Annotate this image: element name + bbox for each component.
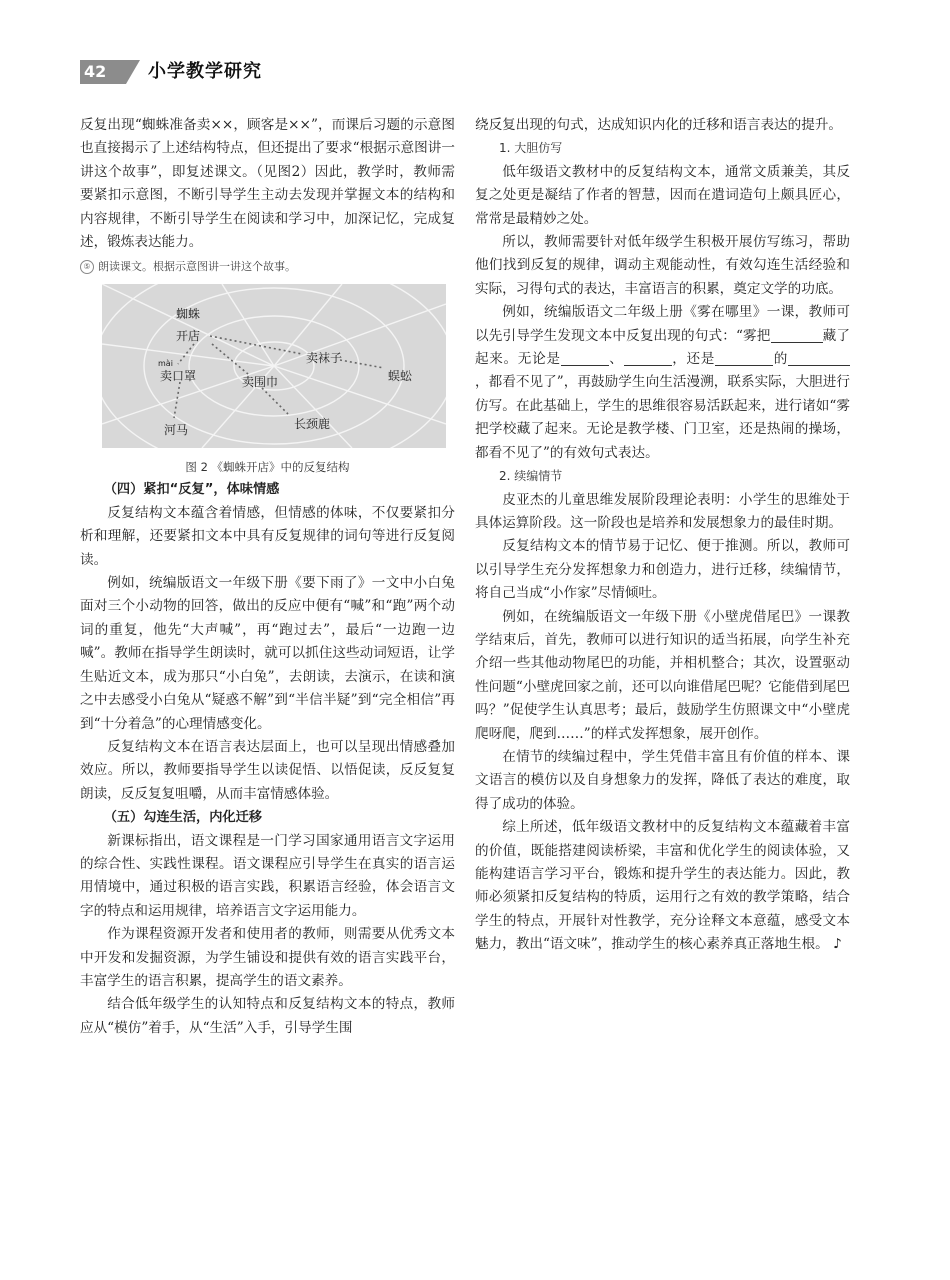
fill-blank	[788, 349, 850, 366]
fill-blank	[561, 349, 609, 366]
exercise-text: 朗读课文。根据示意图讲一讲这个故事。	[98, 260, 296, 274]
paragraph: 反复出现“蜘蛛准备卖××，顾客是××”，而课后习题的示意图也直接揭示了上述结构特点，但还提出了要求“根据示意图讲一讲这个故事”，即复述课文。（见图2）因此，教学时，教师需要紧扣示意图，不断引导学生主动去发现并掌握文本的结构和内容规律，不断引导学生在阅读和学习中，加深记忆，完成复述，锻炼表达能力。	[80, 117, 455, 251]
web-threads	[102, 284, 446, 448]
label-sell-scarf: 卖围巾	[242, 375, 279, 390]
page-header	[80, 58, 870, 88]
paragraph: 反复结构文本在语言表达层面上，也可以呈现出情感叠加效应。所以，教师要指导学生以读促悟、以悟促读，反反复复朗读，反反复复咀嚼，从而丰富情感体验。	[80, 738, 455, 802]
paragraph: 绕反复出现的句式，达成知识内化的迁移和语言表达的提升。	[475, 117, 843, 133]
fill-blank	[624, 349, 672, 366]
subsection-heading: 2. 续编情节	[499, 469, 563, 484]
text-run: 的	[773, 351, 789, 368]
section-heading: （四）紧扣“反复”，体味情感	[103, 482, 280, 498]
text-run: 例如，统编版语文二年级上册《雾在哪里》一课，教师可以先引导学生发现文本中反复出现的句式：“雾把	[475, 304, 850, 344]
section-heading: （五）勾连生活，内化迁移	[103, 810, 262, 826]
paragraph: 皮亚杰的儿童思维发展阶段理论表明：小学生的思维处于具体运算阶段。这一阶段也是培养和发展想象力的最佳时期。	[475, 491, 850, 531]
paragraph: 反复结构文本蕴含着情感，但情感的体味，不仅要紧扣分析和理解，还要紧扣文本中具有反复规律的词句等进行反复阅读。	[80, 504, 455, 568]
connector-lines	[174, 336, 384, 418]
figure-caption: 图 2 《蜘蛛开店》中的反复结构	[185, 460, 350, 475]
paragraph: 例如，统编版语文一年级下册《要下雨了》一文中小白兔面对三个小动物的回答，做出的反应中便有“喊”和“跑”两个动词的重复，他先“大声喊”，再“跑过去”，最后“一边跑一边喊”。教师在指导学生朗读时，就可以抓住这些动词短语，让学生贴近文本，成为那只“小白兔”，去朗读，去演示，在读和演之中去感受小白兔从“疑惑不解”到“半信半疑”到“完全相信”再到“十分着急”的心理情感变化。	[80, 575, 455, 732]
paragraph: 新课标指出，语文课程是一门学习国家通用语言文字运用的综合性、实践性课程。语文课程应引导学生在真实的语言运用情境中，通过积极的语言实践，积累语言经验，体会语言文字的特点和运用规律，培养语言文字运用能力。	[80, 832, 455, 919]
right-column	[475, 114, 850, 957]
page-number: 42	[80, 60, 126, 84]
paragraph: 在情节的续编过程中，学生凭借丰富且有价值的样本、课文语言的模仿以及自身想象力的发挥，降低了表达的难度，取得了成功的体验。	[475, 748, 850, 812]
label-giraffe: 长颈鹿	[294, 417, 331, 432]
end-mark-icon: ♪	[833, 936, 842, 953]
paragraph: 例如，在统编版语文一年级下册《小壁虎借尾巴》一课教学结束后，首先，教师可以进行知识的适当拓展，向学生补充介绍一些其他动物尾巴的功能，并相机整合；其次，设置驱动性问题“小壁虎回家之前，还可以向谁借尾巴呢？它能借到尾巴吗？”促使学生认真思考；最后，鼓励学生仿照课文中“小壁虎爬呀爬，爬到……”的样式发挥想象，展开创作。	[475, 608, 850, 742]
label-sell-socks: 卖袜子	[306, 351, 343, 366]
subsection-heading: 1. 大胆仿写	[499, 141, 563, 156]
text-run: 、	[608, 351, 624, 368]
text-run: 藏了起来。无论是	[475, 327, 851, 368]
paragraph: 所以，教师需要针对低年级学生积极开展仿写练习，帮助他们找到反复的规律，调动主观能动性，有效勾连生活经验和实际，习得句式的表达，丰富语言的积累，奠定文学的功底。	[475, 234, 850, 297]
paragraph-with-blanks	[475, 301, 850, 465]
paragraph: 结合低年级学生的认知特点和反复结构文本的特点，教师应从“模仿”着手，从“生活”入手，引导学生围	[80, 996, 455, 1036]
spiderweb-graphic	[102, 284, 446, 448]
text-run: ，还是	[671, 351, 716, 368]
label-hippo: 河马	[164, 423, 189, 438]
label-spider: 蜘蛛	[176, 307, 201, 322]
label-open-shop: 开店	[176, 329, 201, 344]
journal-name: 小学教学研究	[148, 61, 262, 82]
fill-blank	[771, 326, 823, 343]
page-number-tab	[126, 60, 140, 84]
label-sell-mask: 卖口罩	[160, 369, 197, 384]
paragraph: 反复结构文本的情节易于记忆、便于推测。所以，教师可以引导学生充分发挥想象力和创造力，进行迁移，续编情节，将自己当成“小作家”尽情倾吐。	[475, 538, 850, 602]
label-centipede: 蜈蚣	[388, 369, 413, 384]
paragraph: 低年级语文教材中的反复结构文本，通常文质兼美，其反复之处更是凝结了作者的智慧，因而在遣词造句上颇具匠心，常常是最精妙之处。	[475, 163, 850, 227]
text-run: 综上所述，低年级语文教材中的反复结构文本蕴藏着丰富的价值，既能搭建阅读桥梁，丰富和优化学生的阅读体验，又能构建语言学习平台，锻炼和提升学生的表达能力。因此，教师必须紧扣反复结构的特质，运用行之有效的教学策略，结合学生的特点，开展针对性教学，充分诠释文本意蕴，感受文本魅力，教出“语文味”，推动学生的核心素养真正落地生根。	[475, 819, 850, 953]
exercise-prompt	[80, 256, 455, 278]
diagram-labels	[158, 306, 412, 437]
text-run: ，都看不见了”，再鼓励学生向生活漫溯，联系实际，大胆进行仿写。在此基础上，学生的思维很容易活跃起来，进行诸如“雾把学校藏了起来。无论是教学楼、门卫室，还是热闹的操场，都看不见了”的有效句式表达。	[475, 374, 850, 461]
figure-spiderweb-diagram	[102, 284, 446, 448]
paragraph: 作为课程资源开发者和使用者的教师，则需要从优秀文本中开发和发掘资源，为学生铺设和提供有效的语言实践平台，丰富学生的语言积累，提高学生的语文素养。	[80, 926, 455, 989]
label-pinyin-mai: mài	[158, 359, 173, 369]
fill-blank	[715, 349, 773, 366]
exercise-number-icon: ⑤	[80, 260, 94, 274]
paragraph	[475, 816, 850, 956]
left-column	[80, 114, 455, 1040]
